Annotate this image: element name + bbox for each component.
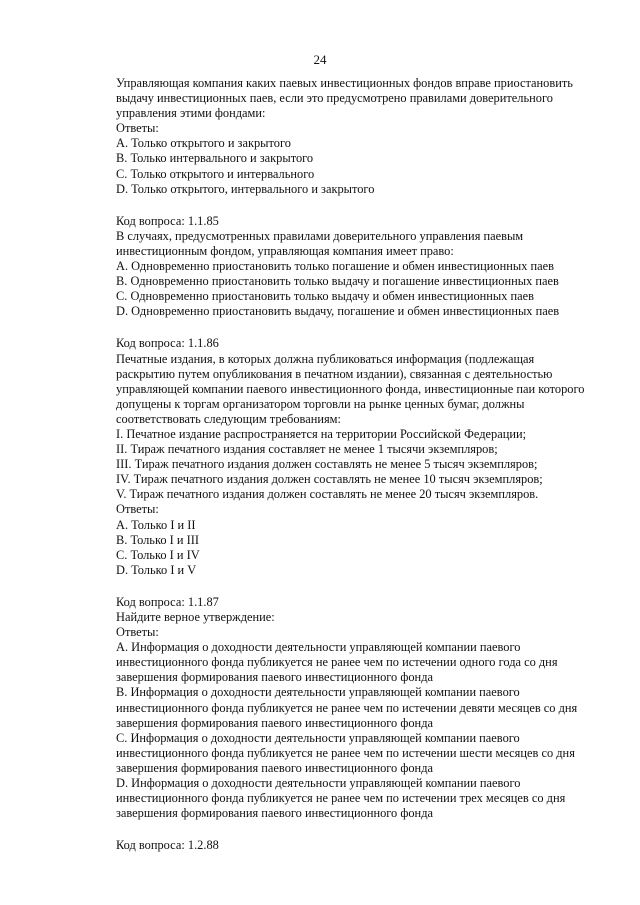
- answer-option-line: инвестиционного фонда публикуется не ранее чем по истечении одного года со дня: [116, 655, 558, 670]
- answer-option: B. Только I и III: [116, 532, 199, 547]
- question-text-line: управления этими фондами:: [116, 106, 266, 121]
- answer-option-line: инвестиционного фонда публикуется не ранее чем по истечении девяти месяцев со дня: [116, 700, 578, 715]
- answer-option-line: завершения формирования паевого инвестиционного фонда: [116, 806, 433, 821]
- answer-option: B. Одновременно приостановить только выдачу и погашение инвестиционных паев: [116, 274, 559, 289]
- answers-label: Ответы:: [116, 502, 159, 517]
- answer-option-line: A. Информация о доходности деятельности управляющей компании паевого: [116, 640, 521, 655]
- question-code: Код вопроса: 1.1.87: [116, 594, 219, 609]
- page-content: [116, 76, 606, 853]
- answer-option-line: инвестиционного фонда публикуется не ранее чем по истечении шести месяцев со дня: [116, 745, 575, 760]
- page-number: 24: [313, 52, 327, 67]
- answer-option-line: завершения формирования паевого инвестиционного фонда: [116, 760, 433, 775]
- question-block-intro: [116, 76, 606, 197]
- question-text-line: соответствовать следующим требованиям:: [116, 411, 341, 426]
- answer-option: B. Только интервального и закрытого: [116, 151, 314, 166]
- question-text-line: Найдите верное утверждение:: [116, 610, 275, 624]
- answer-option: A. Только I и II: [116, 517, 196, 532]
- question-block-1-1-86: [116, 336, 606, 578]
- answer-option: A. Одновременно приостановить только погашение и обмен инвестиционных паев: [116, 259, 554, 274]
- answer-option: C. Только открытого и интервального: [116, 166, 315, 181]
- answer-option-line: B. Информация о доходности деятельности управляющей компании паевого: [116, 685, 520, 700]
- answer-option-line: D. Информация о доходности деятельности управляющей компании паевого: [116, 776, 521, 791]
- answer-option: D. Одновременно приостановить выдачу, погашение и обмен инвестиционных паев: [116, 304, 560, 319]
- requirement-item: III. Тираж печатного издания должен составлять не менее 5 тысяч экземпляров;: [116, 457, 538, 472]
- answers-label: Ответы:: [116, 121, 159, 136]
- question-code: Код вопроса: 1.2.88: [116, 838, 219, 853]
- question-text-line: раскрытию путем опубликования в печатном издании), связанная с деятельностью: [116, 366, 553, 381]
- question-text-line: выдачу инвестиционных паев, если это предусмотрено правилами доверительного: [116, 91, 553, 106]
- question-text-line: управляющей компании паевого инвестиционного фонда, инвестиционные паи которого: [116, 381, 585, 396]
- question-text-line: Печатные издания, в которых должна публиковаться информация (подлежащая: [116, 351, 535, 366]
- question-code: Код вопроса: 1.1.85: [116, 213, 219, 228]
- question-block-1-1-85: [116, 214, 606, 320]
- question-text-line: Управляющая компания каких паевых инвестиционных фондов вправе приостановить: [116, 76, 573, 90]
- question-text-line: допущены к торгам организатором торговли на рынке ценных бумаг, должны: [116, 396, 525, 411]
- answer-option-line: C. Информация о доходности деятельности управляющей компании паевого: [116, 730, 520, 745]
- answer-option: D. Только I и V: [116, 562, 197, 577]
- question-text-line: В случаях, предусмотренных правилами доверительного управления паевым: [116, 228, 524, 243]
- question-code: Код вопроса: 1.1.86: [116, 336, 219, 351]
- answer-option: D. Только открытого, интервального и закрытого: [116, 181, 375, 196]
- requirement-item: IV. Тираж печатного издания должен составлять не менее 10 тысяч экземпляров;: [116, 472, 543, 487]
- requirement-item: I. Печатное издание распространяется на территории Российской Федерации;: [116, 426, 527, 441]
- requirement-item: V. Тираж печатного издания должен составлять не менее 20 тысяч экземпляров.: [116, 487, 539, 502]
- requirement-item: II. Тираж печатного издания составляет не менее 1 тысячи экземпляров;: [116, 442, 498, 457]
- answer-option-line: инвестиционного фонда публикуется не ранее чем по истечении трех месяцев со дня: [116, 791, 566, 806]
- answer-option: A. Только открытого и закрытого: [116, 136, 291, 151]
- question-text-line: инвестиционным фондом, управляющая компания имеет право:: [116, 243, 454, 258]
- question-block-1-2-88: [116, 838, 606, 853]
- answer-option: C. Только I и IV: [116, 547, 200, 562]
- answer-option: C. Одновременно приостановить только выдачу и обмен инвестиционных паев: [116, 289, 535, 304]
- answer-option-line: завершения формирования паевого инвестиционного фонда: [116, 670, 433, 685]
- answer-option-line: завершения формирования паевого инвестиционного фонда: [116, 715, 433, 730]
- question-block-1-1-87: [116, 595, 606, 821]
- answers-label: Ответы:: [116, 625, 159, 640]
